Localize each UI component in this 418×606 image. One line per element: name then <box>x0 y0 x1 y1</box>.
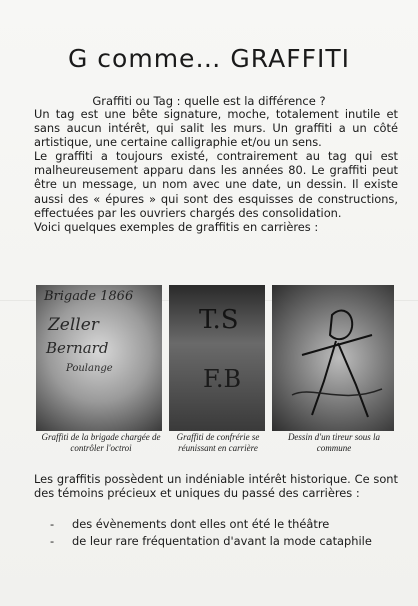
scrawl-line: Brigade 1866 <box>44 289 134 304</box>
scrawl-line: Poulange <box>66 363 113 374</box>
page-title: G comme… GRAFFITI <box>67 44 350 73</box>
scrawl-line: T.S <box>199 305 239 335</box>
paragraph-2: Le graffiti a toujours existé, contrairement au tag qui est malheureusement apparu dans les années 80. Le graffiti peut être un message, un nom avec une date, un dessin. Il existe aussi des « épures » qui sont des esquisses de constructions, effectuées par les ouvriers chargés des consolidation. <box>34 149 398 220</box>
scrawl-line: Bernard <box>46 339 109 357</box>
photo-brigade-graffiti <box>36 285 162 431</box>
scrawl-line: Zeller <box>48 315 99 335</box>
bullet-text: des évènements dont elles ont été le théâtre <box>72 517 330 531</box>
caption-confrerie: Graffiti de confrérie se réunissant en carrière <box>176 432 260 453</box>
outro-text: Les graffitis possèdent un indéniable intérêt historique. Ce sont des témoins précieux et uniques du passé des carrières : <box>34 472 398 501</box>
bullet-dash: - <box>50 534 55 548</box>
intro-text <box>34 107 398 234</box>
bullet-list <box>50 516 400 550</box>
bullet-dash: - <box>50 517 55 531</box>
paragraph-1: Un tag est une bête signature, moche, totalement inutile et sans aucun intérêt, qui salit les murs. Un graffiti a un côté artistique, une certaine calligraphie et/ou un sens. <box>34 107 398 150</box>
figure-sketch <box>272 285 394 431</box>
photo-tireur-drawing <box>272 285 394 431</box>
caption-tireur: Dessin d'un tireur sous la commune <box>287 432 381 453</box>
subtitle: Graffiti ou Tag : quelle est la différence ? <box>92 94 326 108</box>
caption-brigade: Graffiti de la brigade chargée de contrôler l'octroi <box>41 432 161 453</box>
photo-confrerie-graffiti <box>169 285 265 431</box>
photo-strip <box>36 285 394 433</box>
list-item <box>50 516 400 533</box>
scrawl-line: F.B <box>203 365 242 393</box>
photo-captions <box>36 432 394 466</box>
bullet-text: de leur rare fréquentation d'avant la mode cataphile <box>72 534 372 548</box>
list-item <box>50 533 400 550</box>
paragraph-3: Voici quelques exemples de graffitis en carrières : <box>34 219 319 234</box>
